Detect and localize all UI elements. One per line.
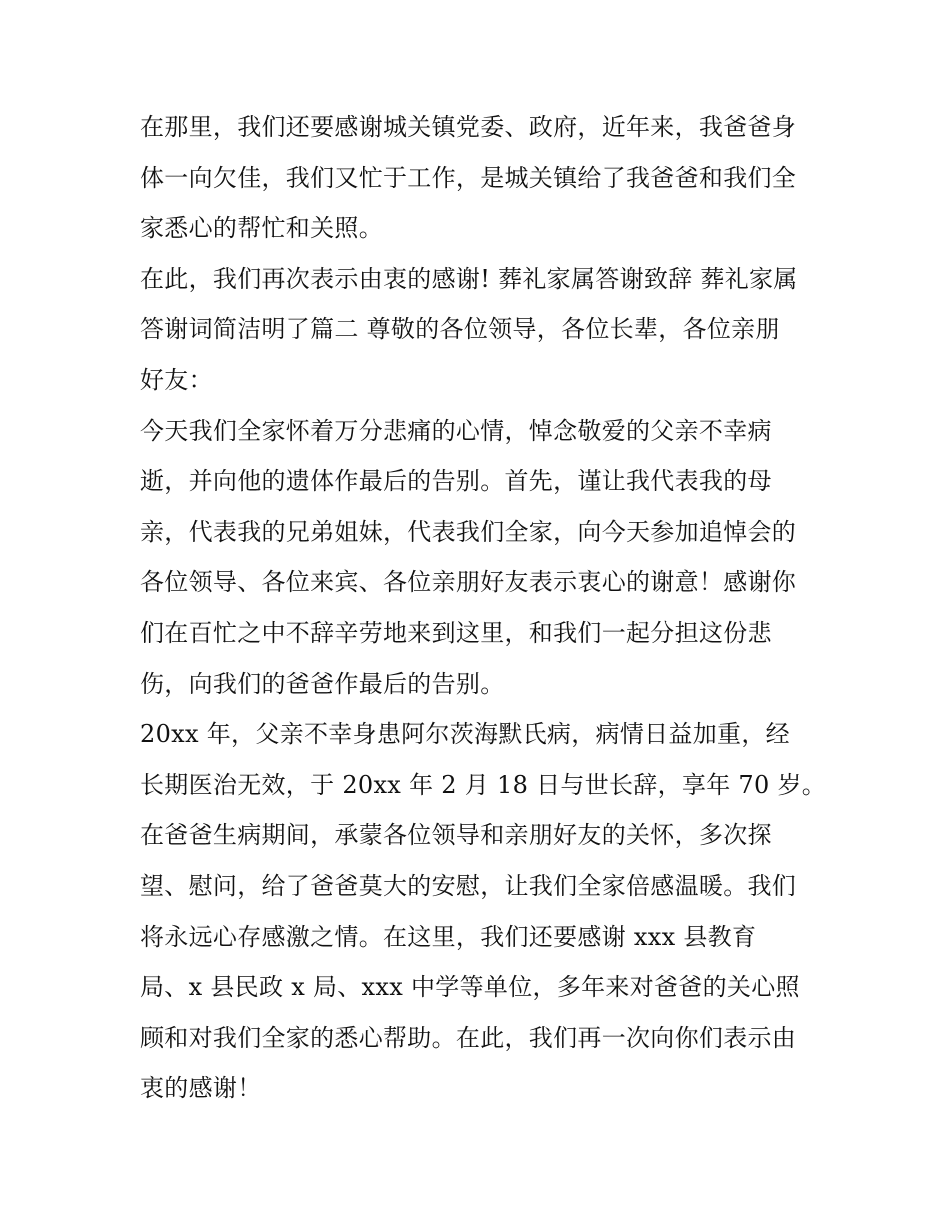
- text-line: 家悉心的帮忙和关照。: [140, 214, 383, 243]
- text-line: 伤，向我们的爸爸作最后的告别。: [140, 669, 505, 698]
- text-line: 20xx 年，父亲不幸身患阿尔茨海默氏病，病情日益加重，经: [140, 720, 790, 749]
- text-line: 将永远心存感激之情。在这里，我们还要感谢 xxx 县教育: [140, 922, 757, 951]
- text-line: 好友：: [140, 365, 213, 394]
- text-line: 局、x 县民政 x 局、xxx 中学等单位，多年来对爸爸的关心照: [140, 973, 800, 1002]
- text-line: 顾和对我们全家的悉心帮助。在此，我们再一次向你们表示由: [140, 1023, 797, 1052]
- text-line: 在此，我们再次表示由衷的感谢! 葬礼家属答谢致辞 葬礼家属: [140, 264, 798, 293]
- text-line: 在爸爸生病期间，承蒙各位领导和亲朋好友的关怀，多次探: [140, 821, 772, 850]
- document-body: [140, 102, 827, 1114]
- text-line: 望、慰问，给了爸爸莫大的安慰，让我们全家倍感温暖。我们: [140, 871, 797, 900]
- text-line: 长期医治无效，于 20xx 年 2 月 18 日与世长辞，享年 70 岁。: [140, 770, 827, 799]
- text-line: 体一向欠佳，我们又忙于工作，是城关镇给了我爸爸和我们全: [140, 163, 797, 192]
- text-line: 亲，代表我的兄弟姐妹，代表我们全家，向今天参加追悼会的: [140, 517, 797, 546]
- text-line: 各位领导、各位来宾、各位亲朋好友表示衷心的谢意！感谢你: [140, 568, 797, 597]
- text-line: 答谢词简洁明了篇二 尊敬的各位领导，各位长辈，各位亲朋: [140, 315, 780, 344]
- text-line: 在那里，我们还要感谢城关镇党委、政府，近年来，我爸爸身: [140, 113, 797, 141]
- text-line: 逝，并向他的遗体作最后的告别。首先，谨让我代表我的母: [140, 467, 772, 496]
- text-line: 们在百忙之中不辞辛劳地来到这里，和我们一起分担这份悲: [140, 618, 772, 647]
- text-line: 衷的感谢！: [140, 1074, 262, 1103]
- text-line: 今天我们全家怀着万分悲痛的心情，悼念敬爱的父亲不幸病: [140, 416, 772, 445]
